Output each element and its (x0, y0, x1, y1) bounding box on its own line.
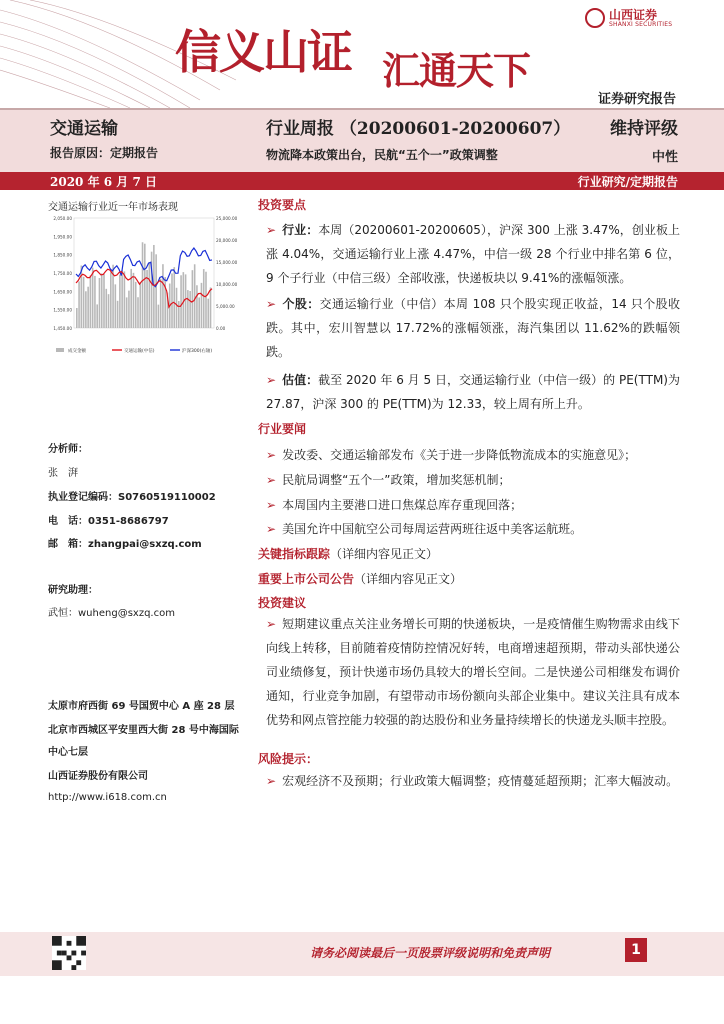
rating-label: 维持评级 (610, 119, 678, 139)
volume-bar (119, 275, 121, 328)
volume-bar (142, 242, 144, 328)
assistant: 武恒：wuheng@sxzq.com (48, 608, 175, 619)
point-label: 个股： (282, 297, 320, 311)
volume-bar (173, 267, 175, 328)
assistant-label: 研究助理： (48, 585, 98, 596)
volume-bar (78, 281, 80, 328)
qr-code-icon (52, 936, 86, 970)
volume-bar (178, 301, 180, 328)
section-indicators (258, 545, 438, 562)
point-label: 估值： (282, 373, 319, 387)
bullet-icon: ➢ (266, 223, 277, 237)
volume-bar (162, 264, 164, 328)
disclaimer-notice: 请务必阅读最后一页股票评级说明和免责声明 (310, 946, 551, 960)
section-company-news (258, 570, 462, 587)
bullet-icon: ➢ (266, 473, 277, 487)
right-tick-label: 5,000.00 (216, 304, 235, 309)
volume-bar (196, 285, 198, 328)
point-text: 本周（20200601-20200605），沪深 300 上涨 3.47%，创业板上涨 4.04%，交通运输行业上涨 4.47%，中信一级 28 个行业中排名第 6 位，9 个子行业（中信三级）全部收涨，快递板块以 9.41%的涨幅领涨。 (266, 223, 680, 285)
bullet-icon: ➢ (266, 522, 277, 536)
volume-bar (117, 301, 119, 328)
section-note: （详细内容见正文） (354, 572, 463, 586)
right-tick-label: 25,000.00 (216, 216, 238, 221)
right-tick-label: 15,000.00 (216, 260, 238, 265)
legend-label: 交通运输(中信) (124, 349, 155, 354)
left-tick-label: 1,450.00 (53, 326, 72, 331)
news-text: 美国允许中国航空公司每周运营两班往返中美客运航班。 (282, 522, 583, 536)
volume-bar (90, 275, 92, 328)
report-type: 证券研究报告 (597, 92, 676, 107)
cert-number: 执业登记编码：S0760519110002 (48, 492, 216, 503)
report-category: 行业研究/定期报告 (577, 175, 678, 189)
volume-bar (128, 291, 130, 328)
bullet-icon: ➢ (266, 774, 277, 788)
volume-bar (187, 290, 189, 328)
bullet-icon: ➢ (266, 617, 277, 631)
news-text: 发改委、交通运输部发布《关于进一步降低物流成本的实施意见》； (282, 448, 637, 462)
report-reason: 报告原因：定期报告 (50, 146, 159, 160)
volume-bar (192, 270, 194, 328)
market-chart (44, 212, 240, 362)
volume-bar (210, 287, 212, 328)
left-tick-label: 1,950.00 (53, 234, 72, 240)
rating-value: 中性 (651, 150, 678, 165)
volume-bar (176, 288, 178, 328)
section-advice: 投资建议 (258, 596, 307, 610)
point-industry (266, 218, 680, 290)
header (0, 0, 724, 108)
point-label: 行业： (282, 223, 319, 237)
chart-title: 交通运输行业近一年市场表现 (48, 202, 178, 213)
volume-bar (158, 305, 160, 328)
legend-label: 沪深300(右轴) (182, 349, 213, 354)
logo-en: SHANXI SECURITIES (609, 21, 673, 28)
page-number: 1 (625, 938, 647, 962)
right-tick-label: 20,000.00 (216, 238, 238, 243)
volume-bar (144, 244, 146, 328)
section-industry-news: 行业要闻 (258, 422, 307, 436)
volume-bar (189, 291, 191, 328)
website: http://www.i618.com.cn (48, 792, 167, 803)
volume-bar (180, 275, 182, 328)
volume-bar (201, 283, 203, 328)
slogan-left: 信义山证 (175, 25, 351, 79)
risk-body: 宏观经济不及预期；行业政策大幅调整；疫情蔓延超预期；汇率大幅波动。 (282, 774, 679, 788)
volume-bar (137, 297, 139, 328)
logo-icon (585, 8, 605, 28)
volume-bar (198, 297, 200, 328)
volume-bar (110, 272, 112, 328)
news-item (266, 446, 636, 463)
advice-text (266, 612, 680, 732)
volume-bar (205, 272, 207, 328)
section-key-points: 投资要点 (258, 198, 307, 212)
bullet-icon: ➢ (266, 448, 277, 462)
analyst-label: 分析师： (48, 444, 88, 455)
volume-bar (94, 276, 96, 328)
section-indicators-title: 关键指标跟踪 (258, 547, 331, 561)
volume-bar (164, 277, 166, 328)
right-tick-label: 10,000.00 (216, 282, 238, 287)
left-tick-label: 1,550.00 (53, 307, 72, 313)
right-tick-label: 0.00 (216, 326, 226, 331)
analyst-name: 张 湃 (48, 468, 78, 479)
volume-bar (133, 273, 135, 328)
company-logo (585, 6, 695, 32)
volume-bar (121, 270, 123, 328)
volume-bar (171, 273, 173, 328)
volume-bar (194, 264, 196, 328)
volume-bar (76, 308, 78, 328)
section-company-title: 重要上市公司公告 (258, 572, 355, 586)
news-item (266, 520, 582, 537)
report-date: 2020 年 6 月 7 日 (50, 175, 157, 189)
bullet-icon: ➢ (266, 373, 277, 387)
email: 邮 箱：zhangpai@sxzq.com (48, 539, 202, 550)
advice-body: 短期建议重点关注业务增长可期的快递板块，一是疫情催生购物需求由线下向线上转移，目前随着疫情防控情况好转，电商增速超预期，带动头部快递公司业绩修复，预计快递市场仍具较大的增长空间。二是快递公司相继发布调价通知，行业竞争加剧，有望带动市场份额向头部企业集中。建议关注具有成本优势和网点管控能力较强的韵达股份和业务量持续增长的快递龙头顺丰控股。 (266, 617, 680, 727)
volume-bar (83, 277, 85, 328)
volume-bar (105, 289, 107, 328)
volume-bar (99, 278, 101, 328)
volume-bar (139, 282, 141, 328)
volume-bar (207, 299, 209, 328)
bullet-icon: ➢ (266, 297, 277, 311)
volume-bar (85, 291, 87, 328)
volume-bar (115, 284, 117, 328)
point-stocks (266, 292, 680, 364)
bullet-icon: ➢ (266, 498, 277, 512)
volume-bar (92, 268, 94, 328)
point-text: 截至 2020 年 6 月 5 日，交通运输行业（中信一级）的 PE(TTM)为 27.87，沪深 300 的 PE(TTM)为 12.33，较上周有所上升。 (266, 373, 680, 411)
point-valuation (266, 368, 680, 416)
news-text: 民航局调整“五个一”政策，增加奖惩机制； (282, 473, 511, 487)
company-name: 山西证券股份有限公司 (48, 771, 148, 782)
slogan-right: 汇通天下 (382, 48, 531, 93)
volume-bar (124, 271, 126, 328)
address-taiyuan: 太原市府西街 69 号国贸中心 A 座 28 层 (48, 701, 235, 712)
volume-bar (185, 274, 187, 328)
volume-bar (96, 304, 98, 328)
news-item (266, 471, 511, 488)
left-tick-label: 1,850.00 (53, 252, 72, 258)
volume-bar (103, 274, 105, 328)
point-text: 交通运输行业（中信）本周 108 只个股实现正收益，14 只个股收跌。其中，宏川智慧以 17.72%的涨幅领涨，海汽集团以 11.62%的跌幅领跌。 (266, 297, 680, 359)
news-item (266, 496, 522, 513)
volume-bar (87, 287, 89, 328)
volume-bar (135, 282, 137, 328)
phone: 电 话：0351-8686797 (48, 516, 169, 527)
report-period: 行业周报 （20200601-20200607） (266, 119, 571, 139)
volume-bar (155, 254, 157, 328)
volume-bar (203, 269, 205, 328)
legend-label: 成交金额 (68, 349, 86, 354)
volume-bar (126, 297, 128, 328)
volume-bar (160, 279, 162, 328)
left-tick-label: 1,650.00 (53, 289, 72, 295)
news-text: 本周国内主要港口进口焦煤总库存重现回落； (282, 498, 523, 512)
report-headline: 物流降本政策出台，民航“五个一”政策调整 (266, 148, 498, 162)
risk-text (266, 769, 680, 793)
volume-bar (149, 262, 151, 328)
volume-bar (108, 294, 110, 328)
left-tick-label: 1,750.00 (53, 271, 72, 276)
section-risk: 风险提示： (258, 752, 319, 766)
address-beijing: 北京市西城区平安里西大街 28 号中海国际中心七层 (48, 725, 239, 758)
industry-name: 交通运输 (50, 119, 118, 139)
left-tick-label: 2,050.00 (53, 216, 72, 221)
section-note: （详细内容见正文） (330, 547, 439, 561)
logo-cn: 山西证券 (609, 8, 658, 22)
volume-bar (101, 273, 103, 328)
legend-swatch (56, 348, 64, 352)
